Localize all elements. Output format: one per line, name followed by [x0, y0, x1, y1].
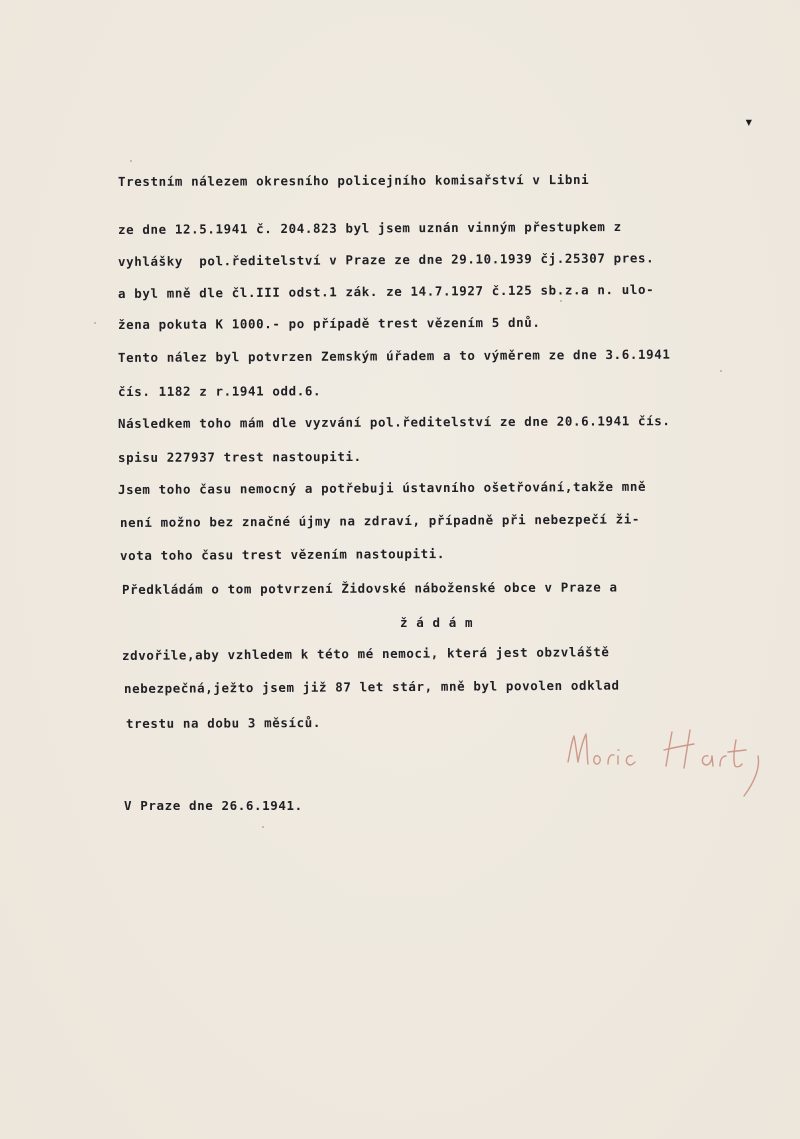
handwritten-signature — [560, 722, 780, 802]
text-line-12: vota toho času trest vězením nastoupiti. — [119, 546, 446, 563]
text-line-1: Trestním nálezem okresního policejního komisařství v Libni — [117, 171, 590, 189]
paper-speck — [560, 300, 562, 302]
text-line-13: Předkládám o tom potvrzení Židovské náboženské obce v Praze a — [121, 579, 618, 597]
corner-mark: ▾ — [744, 112, 754, 131]
paper-speck — [94, 322, 96, 324]
paper-speck — [262, 826, 264, 828]
text-line-5: žena pokuta K 1000.- po případě trest vězením 5 dnů. — [117, 314, 541, 332]
paper-speck — [720, 370, 722, 372]
text-line-10: Jsem toho času nemocný a potřebuji ústavního ošetřování,takže mně — [117, 478, 647, 497]
text-line-9: spisu 227937 trest nastoupiti. — [117, 448, 362, 465]
text-line-4: a byl mně dle čl.III odst.1 zák. ze 14.7.1927 č.125 sb.z.a n. ulo- — [117, 281, 655, 301]
text-line-17: trestu na dobu 3 měsíců. — [125, 714, 322, 731]
text-line-16: nebezpečná,ježto jsem již 87 let stár, mně byl povolen odklad — [123, 677, 620, 696]
text-line-3: vyhlášky pol.ředitelství v Praze ze dne 29.10.1939 čj.25307 pres. — [117, 250, 655, 269]
text-line-7: čís. 1182 z r.1941 odd.6. — [117, 383, 322, 399]
text-line-2: ze dne 12.5.1941 č. 204.823 byl jsem uznán vinným přestupkem z — [117, 218, 622, 237]
date-line: V Praze dne 26.6.1941. — [124, 798, 303, 813]
text-line-11: není možno bez značné újmy na zdraví, případně při nebezpečí ži- — [119, 511, 641, 530]
text-line-8: Následkem toho mám dle vyzvání pol.ředitelství ze dne 20.6.1941 čís. — [117, 413, 671, 431]
text-line-15: zdvořile,aby vzhledem k této mé nemoci, která jest obzvláště — [121, 644, 610, 663]
text-line-6: Tento nález byl potvrzen Zemským úřadem a to výměrem ze dne 3.6.1941 — [117, 346, 671, 365]
text-line-14-zadam: ž á d á m — [400, 615, 474, 630]
paper-speck — [130, 160, 132, 162]
